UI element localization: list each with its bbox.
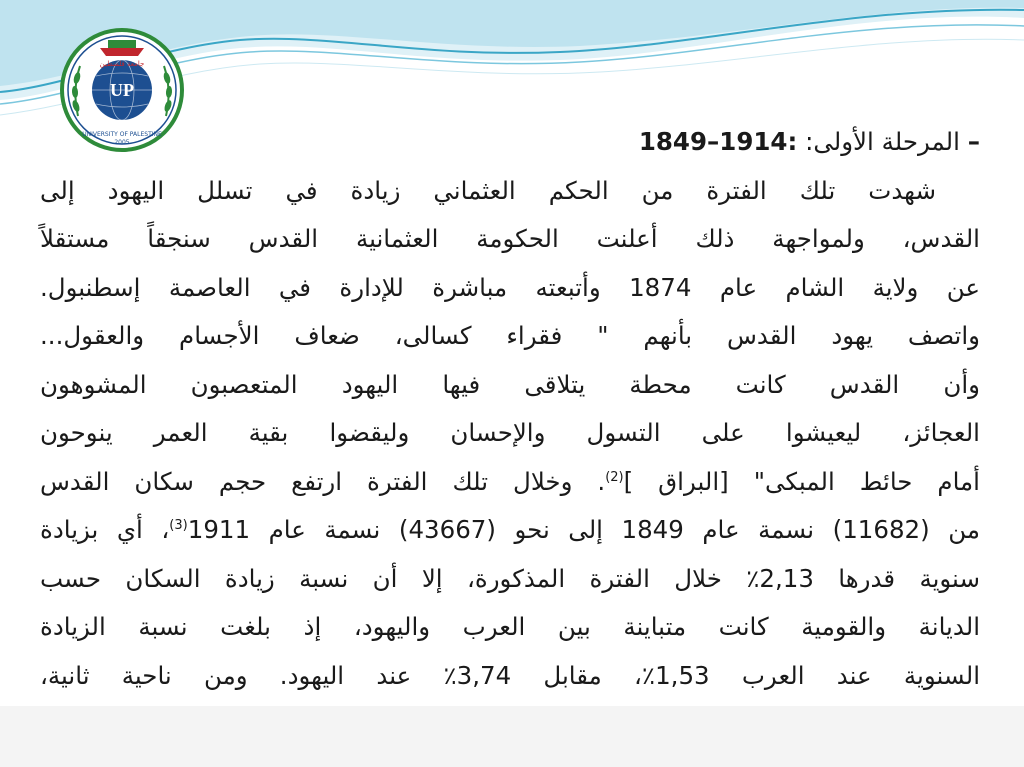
heading-label: المرحلة الأولى: bbox=[805, 127, 960, 156]
document-body bbox=[30, 118, 992, 700]
footer-band bbox=[0, 706, 1024, 767]
paragraph-line: السنوية عند العرب 1,53٪، مقابل 3,74٪ عند اليهود. ومن ناحية ثانية، bbox=[40, 660, 980, 690]
footnote-ref: (2) bbox=[605, 469, 624, 485]
paragraph-line: سنوية قدرها 2,13٪ خلال الفترة المذكورة، إلا أن نسبة زيادة السكان حسب bbox=[40, 563, 980, 593]
paragraph-line: عن ولاية الشام عام 1874 وأتبعته مباشرة للإدارة في العاصمة إسطنبول. bbox=[40, 272, 980, 302]
paragraph-line: واتصف يهود القدس بأنهم " فقراء كسالى، ضعاف الأجسام والعقول... bbox=[40, 321, 980, 350]
paragraph-line: الديانة والقومية كانت متباينة بين العرب واليهود، إذ بلغت نسبة الزيادة bbox=[40, 612, 980, 641]
logo-english-name: UNIVERSITY OF PALESTINE bbox=[82, 131, 162, 138]
logo-initials: UP bbox=[110, 80, 134, 100]
line-text: أمام حائط المبكى" [البراق ] bbox=[623, 466, 980, 496]
heading-years: 1849–1914: bbox=[638, 127, 798, 156]
paragraph-line: وأن القدس كانت محطة يتلاقى فيها اليهود المتعصبون المشوهون bbox=[40, 369, 980, 399]
logo-year: 2005 bbox=[114, 139, 130, 146]
paragraph-line: العجائز، ليعيشوا على التسول والإحسان وليقضوا بقية العمر ينوحون bbox=[40, 418, 980, 447]
paragraph-line: شهدت تلك الفترة من الحكم العثماني زيادة في تسلل اليهود إلى bbox=[40, 175, 936, 205]
section-heading bbox=[30, 118, 992, 167]
paragraph-line: القدس، ولمواجهة ذلك أعلنت الحكومة العثمانية القدس سنجقاً مستقلاً bbox=[40, 224, 980, 253]
heading-dash: – bbox=[967, 127, 980, 156]
logo-arabic-name: جامعة فلسطين bbox=[99, 60, 145, 68]
footnote-ref: (3) bbox=[169, 517, 188, 533]
line-text: . وخلال تلك الفترة ارتفع حجم سكان القدس bbox=[40, 466, 606, 496]
line-text: من (11682) نسمة عام 1849 إلى نحو (43667) نسمة عام 1911 bbox=[187, 515, 980, 544]
paragraph-line bbox=[30, 506, 992, 555]
paragraph-line bbox=[30, 458, 992, 507]
line-text: ، أي بزيادة bbox=[40, 515, 170, 544]
